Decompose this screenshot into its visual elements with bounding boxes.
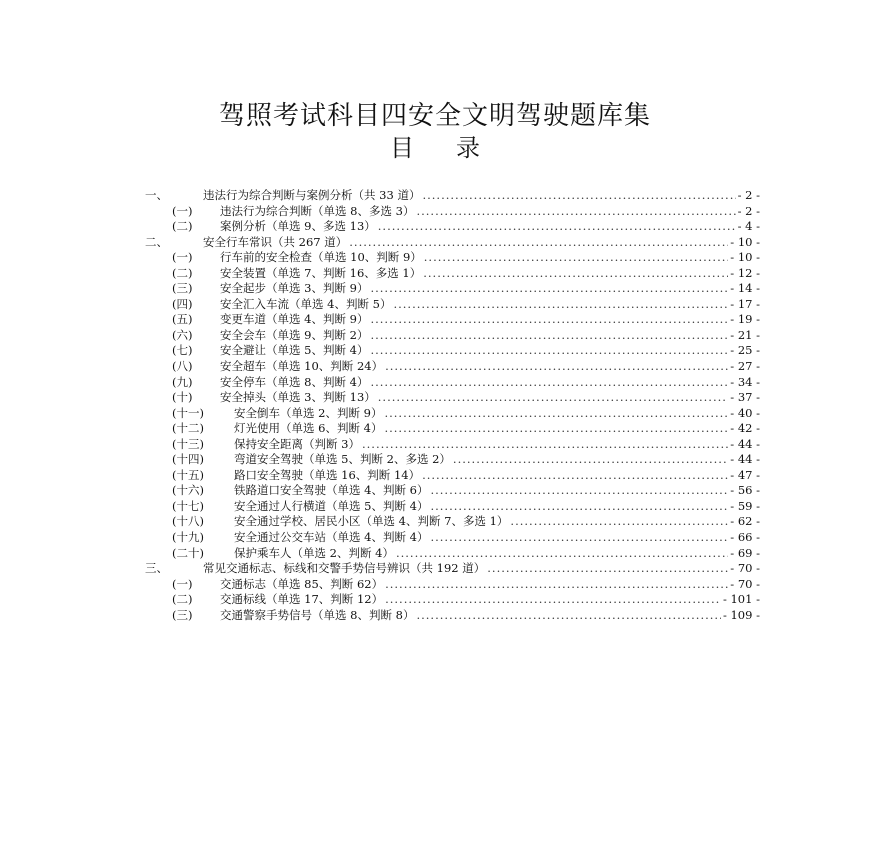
toc-entry-page-number: - 27 - <box>730 359 760 374</box>
toc-entry-title: 安全通过公交车站（单选 4、判断 4） <box>234 530 429 545</box>
toc-leader-dots <box>422 188 735 204</box>
toc-leader-dots <box>430 483 728 499</box>
toc-subsection-entry[interactable] <box>145 204 760 220</box>
toc-entry-number: (二) <box>172 219 193 234</box>
toc-entry-number: (十四) <box>172 452 204 467</box>
toc-entry-number: (一) <box>172 250 193 265</box>
toc-subsection-entry[interactable] <box>145 421 760 437</box>
toc-leader-dots <box>430 499 728 515</box>
toc-heading-char-2: 录 <box>456 134 480 162</box>
toc-subsection-entry[interactable] <box>145 514 760 530</box>
toc-subsection-entry[interactable] <box>145 452 760 468</box>
toc-leader-dots <box>370 328 728 344</box>
toc-entry-number: (一) <box>172 203 193 218</box>
toc-leader-dots <box>370 343 728 359</box>
toc-subsection-entry[interactable] <box>145 266 760 282</box>
toc-entry-page-number: - 17 - <box>730 296 760 311</box>
toc-entry-number: 三、 <box>145 561 168 576</box>
toc-entry-page-number: - 19 - <box>730 312 760 327</box>
toc-entry-title: 违法行为综合判断（单选 8、多选 3） <box>220 203 415 218</box>
toc-subsection-entry[interactable] <box>145 406 760 422</box>
toc-subsection-entry[interactable] <box>145 546 760 562</box>
toc-section-entry[interactable] <box>145 188 760 204</box>
table-of-contents <box>145 188 760 623</box>
toc-entry-page-number: - 34 - <box>730 374 760 389</box>
toc-entry-number: 二、 <box>145 234 168 249</box>
toc-leader-dots <box>385 592 721 608</box>
toc-entry-title: 违法行为综合判断与案例分析（共 33 道） <box>203 188 421 202</box>
toc-entry-page-number: - 42 - <box>730 421 760 436</box>
toc-entry-title: 案例分析（单选 9、多选 13） <box>220 219 376 234</box>
toc-leader-dots <box>416 608 721 624</box>
toc-entry-title: 安全会车（单选 9、判断 2） <box>220 327 369 342</box>
toc-leader-dots <box>416 204 735 220</box>
toc-heading-char-1: 目 <box>390 134 414 162</box>
toc-entry-number: (二) <box>172 592 193 607</box>
toc-entry-number: (一) <box>172 576 193 591</box>
toc-entry-number: (三) <box>172 281 193 296</box>
document-title: 驾照考试科目四安全文明驾驶题库集 <box>218 101 651 131</box>
toc-leader-dots <box>423 266 728 282</box>
toc-leader-dots <box>378 390 729 406</box>
toc-leader-dots <box>378 219 736 235</box>
toc-entry-number: (十一) <box>172 405 204 420</box>
toc-entry-number: (七) <box>172 343 193 358</box>
toc-subsection-entry[interactable] <box>145 312 760 328</box>
toc-entry-number: (八) <box>172 359 193 374</box>
toc-entry-page-number: - 69 - <box>730 545 760 560</box>
toc-entry-title: 安全倒车（单选 2、判断 9） <box>234 405 383 420</box>
toc-entry-number: (十九) <box>172 530 204 545</box>
toc-entry-title: 安全起步（单选 3、判断 9） <box>220 281 369 296</box>
toc-entry-number: (十七) <box>172 498 204 513</box>
toc-entry-number: 一、 <box>145 188 168 202</box>
toc-leader-dots <box>370 312 728 328</box>
toc-entry-number: (二) <box>172 265 193 280</box>
toc-entry-number: (十) <box>172 390 193 405</box>
toc-subsection-entry[interactable] <box>145 468 760 484</box>
toc-entry-title: 交通警察手势信号（单选 8、判断 8） <box>220 607 415 622</box>
toc-entry-page-number: - 101 - <box>722 592 760 607</box>
toc-entry-title: 灯光使用（单选 6、判断 4） <box>234 421 383 436</box>
toc-subsection-entry[interactable] <box>145 250 760 266</box>
toc-entry-page-number: - 70 - <box>730 561 760 576</box>
toc-entry-page-number: - 62 - <box>730 514 760 529</box>
toc-entry-title: 变更车道（单选 4、判断 9） <box>220 312 369 327</box>
toc-subsection-entry[interactable] <box>145 219 760 235</box>
toc-entry-number: (九) <box>172 374 193 389</box>
toc-leader-dots <box>384 406 728 422</box>
toc-subsection-entry[interactable] <box>145 577 760 593</box>
toc-entry-title: 路口安全驾驶（单选 16、判断 14） <box>234 467 421 482</box>
toc-subsection-entry[interactable] <box>145 499 760 515</box>
toc-entry-number: (十三) <box>172 436 204 451</box>
toc-heading <box>0 133 870 163</box>
toc-entry-page-number: - 2 - <box>737 188 760 202</box>
toc-leader-dots <box>453 452 728 468</box>
toc-entry-title: 安全行车常识（共 267 道） <box>203 234 348 249</box>
toc-leader-dots <box>430 530 728 546</box>
toc-leader-dots <box>393 297 728 313</box>
toc-entry-title: 安全掉头（单选 3、判断 13） <box>220 390 376 405</box>
toc-entry-title: 安全超车（单选 10、判断 24） <box>220 359 384 374</box>
toc-subsection-entry[interactable] <box>145 608 760 624</box>
toc-entry-page-number: - 37 - <box>730 390 760 405</box>
toc-entry-page-number: - 4 - <box>737 219 760 234</box>
toc-entry-page-number: - 14 - <box>730 281 760 296</box>
toc-entry-title: 交通标线（单选 17、判断 12） <box>220 592 384 607</box>
toc-subsection-entry[interactable] <box>145 390 760 406</box>
toc-entry-page-number: - 10 - <box>730 234 760 249</box>
toc-entry-number: (十二) <box>172 421 204 436</box>
toc-leader-dots <box>424 250 729 266</box>
toc-entry-number: (二十) <box>172 545 204 560</box>
toc-subsection-entry[interactable] <box>145 297 760 313</box>
toc-subsection-entry[interactable] <box>145 530 760 546</box>
toc-entry-title: 安全停车（单选 8、判断 4） <box>220 374 369 389</box>
toc-entry-title: 安全通过学校、居民小区（单选 4、判断 7、多选 1） <box>234 514 509 529</box>
toc-entry-title: 弯道安全驾驶（单选 5、判断 2、多选 2） <box>234 452 451 467</box>
toc-subsection-entry[interactable] <box>145 281 760 297</box>
toc-leader-dots <box>384 421 728 437</box>
toc-entry-page-number: - 59 - <box>730 498 760 513</box>
toc-subsection-entry[interactable] <box>145 437 760 453</box>
toc-leader-dots <box>487 561 728 577</box>
toc-entry-number: (三) <box>172 607 193 622</box>
toc-entry-title: 交通标志（单选 85、判断 62） <box>220 576 384 591</box>
toc-leader-dots <box>385 577 728 593</box>
toc-subsection-entry[interactable] <box>145 328 760 344</box>
toc-entry-title: 安全汇入车流（单选 4、判断 5） <box>220 296 392 311</box>
toc-entry-number: (十八) <box>172 514 204 529</box>
toc-subsection-entry[interactable] <box>145 483 760 499</box>
toc-entry-title: 安全装置（单选 7、判断 16、多选 1） <box>220 265 422 280</box>
toc-entry-title: 安全避让（单选 5、判断 4） <box>220 343 369 358</box>
toc-entry-number: (十六) <box>172 483 204 498</box>
toc-entry-page-number: - 40 - <box>730 405 760 420</box>
toc-entry-number: (十五) <box>172 467 204 482</box>
toc-entry-title: 常见交通标志、标线和交警手势信号辨识（共 192 道） <box>203 561 486 576</box>
toc-entry-page-number: - 44 - <box>730 452 760 467</box>
toc-entry-title: 保持安全距离（判断 3） <box>234 436 360 451</box>
toc-subsection-entry[interactable] <box>145 592 760 608</box>
toc-entry-page-number: - 70 - <box>730 576 760 591</box>
toc-entry-title: 安全通过人行横道（单选 5、判断 4） <box>234 498 429 513</box>
toc-leader-dots <box>385 359 728 375</box>
toc-section-entry[interactable] <box>145 235 760 251</box>
toc-leader-dots <box>396 546 728 562</box>
toc-subsection-entry[interactable] <box>145 343 760 359</box>
toc-section-entry[interactable] <box>145 561 760 577</box>
toc-entry-page-number: - 66 - <box>730 530 760 545</box>
toc-entry-page-number: - 10 - <box>730 250 760 265</box>
toc-entry-page-number: - 21 - <box>730 327 760 342</box>
toc-entry-page-number: - 44 - <box>730 436 760 451</box>
toc-entry-title: 铁路道口安全驾驶（单选 4、判断 6） <box>234 483 429 498</box>
toc-subsection-entry[interactable] <box>145 359 760 375</box>
toc-entry-page-number: - 47 - <box>730 467 760 482</box>
toc-leader-dots <box>362 437 728 453</box>
toc-leader-dots <box>510 514 728 530</box>
toc-leader-dots <box>370 375 728 391</box>
toc-leader-dots <box>370 281 728 297</box>
toc-entry-page-number: - 109 - <box>722 607 760 622</box>
toc-entry-title: 保护乘车人（单选 2、判断 4） <box>234 545 394 560</box>
toc-entry-title: 行车前的安全检查（单选 10、判断 9） <box>220 250 422 265</box>
toc-entry-number: (五) <box>172 312 193 327</box>
toc-entry-number: (六) <box>172 327 193 342</box>
toc-entry-page-number: - 12 - <box>730 265 760 280</box>
toc-entry-page-number: - 25 - <box>730 343 760 358</box>
toc-entry-number: (四) <box>172 296 193 311</box>
toc-subsection-entry[interactable] <box>145 375 760 391</box>
toc-entry-page-number: - 2 - <box>737 203 760 218</box>
toc-leader-dots <box>422 468 728 484</box>
toc-leader-dots <box>349 235 728 251</box>
toc-entry-page-number: - 56 - <box>730 483 760 498</box>
